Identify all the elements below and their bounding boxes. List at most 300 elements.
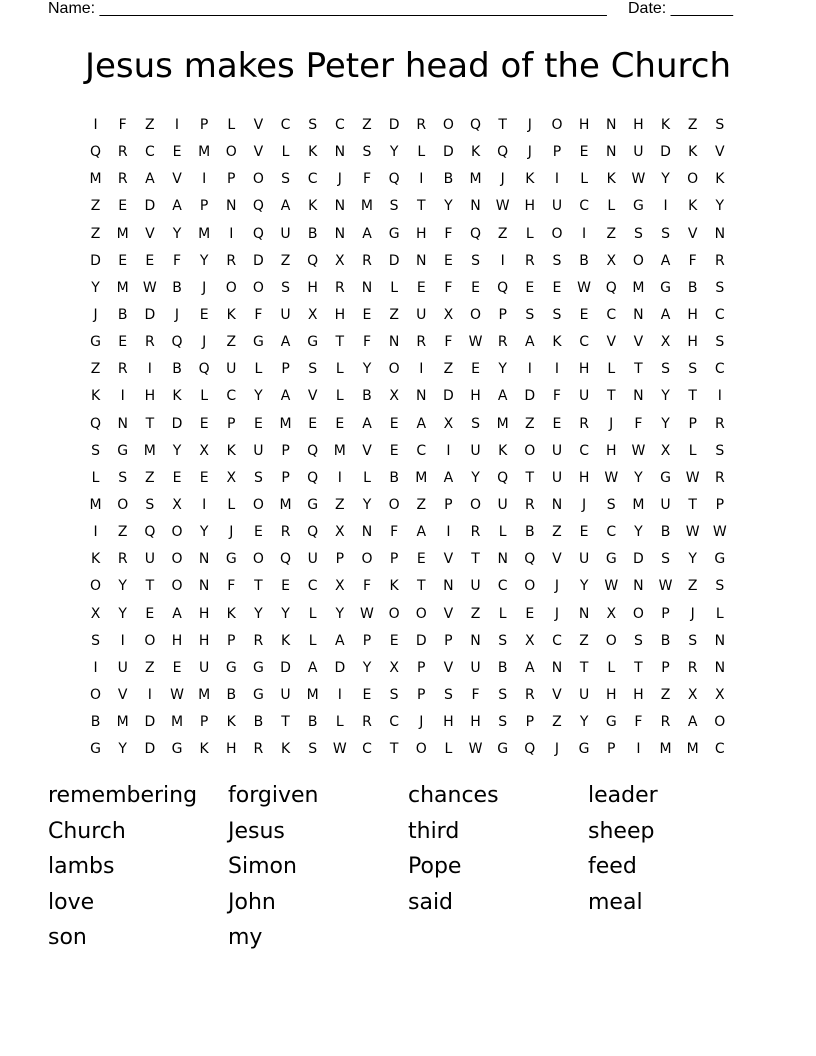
grid-letter: N [334, 225, 346, 242]
grid-letter: T [416, 578, 426, 595]
grid-letter: X [307, 307, 318, 324]
grid-letter: K [470, 144, 481, 161]
grid-letter: Z [606, 225, 617, 242]
word-list-item: remembering [48, 783, 198, 808]
grid-letter: H [307, 279, 318, 296]
word-list-item: Pope [408, 854, 462, 879]
grid-letter: T [389, 741, 399, 758]
grid-letter: Y [362, 361, 372, 378]
grid-letter: F [362, 171, 371, 188]
grid-letter: O [632, 252, 644, 269]
grid-letter: S [715, 117, 725, 134]
grid-letter: H [687, 307, 698, 324]
grid-letter: O [90, 578, 102, 595]
grid-letter: M [279, 497, 292, 514]
grid-letter: P [227, 171, 236, 188]
grid-letter: Y [634, 524, 643, 541]
grid-letter: U [660, 497, 671, 514]
grid-letter: Z [552, 524, 562, 541]
grid-letter: S [715, 334, 725, 351]
grid-letter: W [631, 442, 646, 459]
grid-letter: P [389, 551, 399, 568]
grid-letter: J [229, 524, 234, 541]
grid-letter: N [198, 578, 210, 595]
grid-letter: Q [280, 551, 292, 568]
grid-letter: M [198, 144, 211, 161]
grid-letter: Q [144, 524, 156, 541]
grid-letter: K [389, 578, 399, 595]
grid-letter: C [389, 714, 399, 731]
grid-letter: Y [281, 605, 290, 622]
grid-letter: O [361, 551, 373, 568]
grid-letter: G [632, 198, 644, 215]
grid-letter: U [551, 198, 563, 215]
grid-letter: E [416, 551, 426, 568]
grid-letter: B [226, 687, 237, 704]
grid-letter: K [308, 198, 318, 215]
grid-letter: J [527, 117, 532, 134]
word-list-item: Church [48, 818, 126, 844]
grid-letter: Q [252, 225, 264, 242]
grid-letter: I [147, 361, 152, 378]
grid-letter: F [471, 687, 480, 704]
grid-letter: M [279, 415, 292, 432]
grid-letter: P [227, 632, 236, 649]
grid-letter: R [524, 687, 535, 704]
grid-letter: W [468, 741, 483, 758]
grid-letter: H [443, 714, 454, 731]
grid-letter: L [715, 605, 724, 622]
grid-letter: J [527, 144, 532, 161]
grid-letter: G [171, 741, 183, 758]
grid-letter: A [416, 415, 427, 432]
grid-letter: E [145, 252, 155, 269]
grid-letter: N [198, 551, 210, 568]
grid-letter: C [497, 578, 508, 595]
grid-letter: Z [416, 497, 427, 514]
grid-letter: D [632, 551, 644, 568]
grid-letter: K [226, 442, 236, 459]
grid-letter: S [552, 307, 562, 324]
grid-letter: Q [605, 279, 617, 296]
grid-letter: S [688, 361, 698, 378]
grid-letter: O [252, 279, 264, 296]
grid-letter: Z [660, 687, 671, 704]
grid-letter: P [607, 741, 616, 758]
grid-letter: N [361, 279, 373, 296]
grid-letter: U [470, 442, 481, 459]
grid-letter: L [607, 659, 616, 676]
grid-letter: L [91, 469, 100, 486]
grid-letter: A [145, 171, 155, 188]
grid-letter: E [552, 415, 562, 432]
grid-letter: T [606, 388, 616, 405]
grid-letter: F [552, 388, 561, 405]
grid-letter: U [470, 578, 481, 595]
grid-letter: H [226, 741, 237, 758]
grid-letter: N [443, 578, 454, 595]
grid-letter: I [120, 632, 125, 649]
grid-letter: C [579, 198, 589, 215]
grid-letter: D [280, 659, 291, 676]
grid-letter: V [307, 388, 318, 405]
grid-row [82, 193, 734, 220]
grid-letter: H [633, 117, 644, 134]
grid-letter: D [388, 117, 400, 134]
grid-letter: Q [307, 442, 319, 459]
grid-letter: M [632, 497, 645, 514]
grid-letter: H [633, 687, 644, 704]
word-list-item: love [48, 889, 95, 915]
grid-letter: G [90, 334, 101, 351]
grid-letter: P [281, 442, 290, 459]
grid-letter: S [715, 279, 725, 296]
grid-letter: J [554, 741, 560, 758]
grid-letter: G [90, 741, 101, 758]
grid-letter: E [471, 361, 480, 378]
grid-letter: Y [199, 524, 209, 541]
grid-letter: S [118, 469, 128, 486]
grid-letter: G [307, 497, 319, 514]
grid-row [82, 492, 734, 519]
grid-letter: Z [687, 117, 698, 134]
grid-letter: I [663, 198, 668, 215]
grid-letter: K [280, 632, 291, 649]
grid-letter: Q [171, 334, 183, 351]
grid-letter: Q [307, 469, 319, 486]
grid-letter: K [226, 605, 236, 622]
grid-letter: F [444, 334, 453, 351]
grid-letter: J [93, 307, 98, 324]
grid-letter: C [416, 442, 427, 459]
grid-letter: V [145, 225, 155, 242]
grid-letter: D [388, 252, 400, 269]
grid-row [82, 221, 734, 248]
grid-letter: E [172, 659, 182, 676]
grid-letter: B [389, 469, 399, 486]
grid-letter: M [143, 442, 156, 459]
grid-letter: A [687, 714, 698, 731]
grid-letter: T [254, 578, 263, 595]
grid-letter: F [227, 578, 236, 595]
grid-letter: M [360, 198, 374, 215]
grid-letter: O [415, 605, 427, 622]
grid-row [82, 736, 734, 763]
grid-letter: R [362, 252, 372, 269]
grid-letter: S [633, 225, 643, 242]
grid-letter: H [578, 117, 590, 134]
grid-letter: E [552, 279, 562, 296]
grid-letter: U [497, 497, 508, 514]
grid-letter: L [525, 225, 534, 242]
grid-letter: U [551, 442, 563, 459]
grid-letter: M [116, 279, 129, 296]
grid-row [82, 383, 734, 410]
grid-letter: E [118, 334, 128, 351]
grid-letter: S [91, 442, 101, 459]
grid-letter: P [661, 605, 670, 622]
grid-letter: O [252, 171, 264, 188]
grid-letter: Y [634, 469, 643, 486]
grid-letter: E [118, 252, 128, 269]
grid-letter: I [554, 361, 560, 378]
grid-letter: H [687, 334, 698, 351]
grid-letter: K [90, 551, 101, 568]
grid-letter: C [144, 144, 155, 161]
grid-letter: R [117, 361, 128, 378]
grid-letter: S [525, 307, 535, 324]
grid-letter: C [714, 741, 725, 758]
grid-letter: L [254, 361, 263, 378]
grid-row [82, 682, 734, 709]
grid-letter: N [714, 632, 726, 649]
grid-letter: Z [117, 524, 128, 541]
grid-letter: O [252, 551, 264, 568]
grid-letter: S [498, 632, 508, 649]
grid-letter: J [419, 714, 424, 731]
grid-letter: M [496, 415, 509, 432]
grid-letter: G [252, 687, 264, 704]
grid-letter: E [172, 144, 182, 161]
grid-letter: E [579, 524, 589, 541]
grid-letter: N [416, 252, 427, 269]
grid-letter: T [471, 551, 480, 568]
grid-letter: P [688, 415, 697, 432]
grid-letter: R [687, 659, 698, 676]
grid-letter: Z [90, 361, 101, 378]
grid-letter: R [416, 117, 427, 134]
grid-letter: Y [579, 714, 589, 731]
grid-letter: E [579, 144, 589, 161]
word-list-item: Jesus [228, 818, 285, 844]
grid-letter: N [416, 388, 427, 405]
grid-letter: F [444, 279, 453, 296]
grid-letter: M [198, 225, 211, 242]
grid-letter: E [389, 442, 399, 459]
grid-letter: Z [470, 605, 481, 622]
grid-letter: Y [199, 252, 209, 269]
grid-letter: U [578, 687, 590, 704]
grid-letter: K [552, 334, 562, 351]
grid-letter: Q [524, 551, 536, 568]
grid-letter: J [690, 605, 695, 622]
grid-letter: N [551, 659, 563, 676]
grid-letter: X [226, 469, 237, 486]
grid-letter: Y [362, 497, 372, 514]
grid-letter: K [308, 144, 318, 161]
grid-letter: I [93, 659, 98, 676]
grid-letter: S [145, 497, 155, 514]
grid-letter: U [199, 659, 210, 676]
grid-letter: R [253, 741, 264, 758]
grid-letter: G [497, 741, 509, 758]
grid-letter: X [660, 334, 671, 351]
grid-letter: R [334, 279, 345, 296]
grid-letter: N [117, 415, 128, 432]
grid-letter: K [226, 714, 236, 731]
grid-letter: V [606, 334, 617, 351]
grid-letter: Z [497, 225, 508, 242]
grid-letter: T [416, 198, 426, 215]
grid-letter: L [281, 144, 290, 161]
grid-letter: T [579, 659, 589, 676]
grid-letter: T [281, 714, 290, 731]
grid-letter: D [415, 632, 427, 649]
grid-letter: H [605, 442, 617, 459]
grid-letter: C [307, 171, 318, 188]
grid-letter: M [170, 714, 184, 731]
grid-letter: Y [579, 578, 589, 595]
grid-letter: Q [90, 415, 102, 432]
grid-letter: W [495, 198, 510, 215]
grid-letter: V [253, 144, 264, 161]
grid-letter: V [552, 687, 562, 704]
grid-letter: B [660, 524, 671, 541]
grid-letter: H [578, 469, 590, 486]
grid-letter: E [389, 415, 399, 432]
grid-letter: X [335, 252, 345, 269]
word-list-item: meal [588, 889, 643, 915]
grid-letter: K [688, 144, 698, 161]
grid-letter: V [443, 659, 454, 676]
header [48, 0, 748, 20]
grid-letter: J [582, 497, 587, 514]
grid-letter: L [390, 279, 399, 296]
grid-letter: S [498, 714, 508, 731]
grid-letter: B [579, 252, 589, 269]
grid-letter: Z [362, 117, 372, 134]
grid-letter: X [443, 307, 454, 324]
grid-letter: S [253, 469, 263, 486]
grid-letter: V [172, 171, 182, 188]
grid-letter: S [633, 632, 643, 649]
grid-letter: G [605, 714, 617, 731]
grid-letter: H [470, 388, 481, 405]
word-list-item: John [228, 889, 276, 915]
grid-letter: Q [524, 741, 536, 758]
grid-letter: C [307, 578, 318, 595]
grid-letter: B [172, 279, 182, 296]
grid-letter: D [171, 415, 183, 432]
grid-letter: A [660, 252, 671, 269]
grid-letter: W [685, 469, 700, 486]
grid-letter: O [144, 632, 156, 649]
grid-letter: T [498, 117, 507, 134]
grid-letter: N [606, 144, 617, 161]
grid-letter: C [579, 334, 589, 351]
grid-letter: E [579, 307, 589, 324]
grid-letter: O [117, 497, 129, 514]
grid-letter: S [688, 632, 698, 649]
grid-letter: Z [90, 225, 101, 242]
grid-letter: E [525, 279, 535, 296]
grid-letter: E [362, 307, 372, 324]
grid-letter: I [93, 117, 98, 134]
grid-letter: E [389, 632, 399, 649]
grid-letter: P [498, 307, 507, 324]
grid-letter: O [442, 117, 454, 134]
grid-letter: I [337, 469, 342, 486]
grid-letter: M [306, 687, 319, 704]
grid-letter: A [660, 307, 671, 324]
grid-letter: P [227, 415, 236, 432]
grid-letter: M [89, 171, 102, 188]
grid-letter: S [308, 741, 318, 758]
grid-letter: C [552, 632, 562, 649]
grid-letter: Y [471, 469, 480, 486]
grid-letter: D [144, 198, 156, 215]
grid-letter: U [307, 551, 318, 568]
grid-letter: M [333, 442, 346, 459]
grid-letter: Z [552, 714, 562, 731]
grid-letter: T [335, 334, 345, 351]
grid-letter: J [554, 605, 560, 622]
grid-letter: W [170, 687, 184, 704]
grid-letter: U [144, 551, 155, 568]
grid-letter: O [470, 307, 482, 324]
grid-letter: U [578, 551, 590, 568]
grid-letter: U [578, 388, 590, 405]
grid-letter: J [202, 279, 207, 296]
grid-row [82, 546, 734, 573]
grid-letter: G [714, 551, 726, 568]
grid-row [82, 465, 734, 492]
grid-letter: Y [688, 551, 697, 568]
grid-letter: Q [307, 252, 319, 269]
grid-letter: W [577, 279, 592, 296]
grid-letter: M [632, 279, 645, 296]
grid-letter: Y [118, 741, 127, 758]
grid-letter: L [498, 524, 507, 541]
grid-letter: N [470, 632, 481, 649]
grid-letter: U [117, 659, 128, 676]
grid-letter: L [688, 442, 697, 459]
grid-letter: W [468, 334, 483, 351]
grid-letter: R [280, 524, 291, 541]
grid-letter: D [144, 741, 156, 758]
grid-letter: N [361, 524, 373, 541]
grid-letter: Y [661, 415, 670, 432]
grid-letter: I [93, 524, 98, 541]
grid-letter: X [389, 388, 399, 405]
grid-letter: N [714, 225, 726, 242]
grid-letter: I [174, 117, 180, 134]
grid-letter: K [172, 388, 182, 405]
grid-row [82, 411, 734, 438]
grid-letter: K [226, 307, 236, 324]
grid-letter: D [334, 659, 346, 676]
grid-letter: L [417, 144, 426, 161]
grid-letter: J [554, 578, 560, 595]
grid-letter: N [388, 334, 400, 351]
grid-letter: R [117, 171, 128, 188]
grid-letter: S [362, 144, 372, 161]
grid-letter: N [714, 659, 726, 676]
grid-letter: R [117, 551, 128, 568]
grid-letter: W [712, 524, 727, 541]
grid-letter: C [362, 741, 372, 758]
grid-letter: F [634, 415, 643, 432]
grid-letter: S [443, 687, 453, 704]
grid-letter: K [90, 388, 101, 405]
grid-letter: Z [280, 252, 291, 269]
grid-letter: X [687, 687, 698, 704]
grid-letter: O [687, 171, 699, 188]
grid-letter: G [660, 279, 671, 296]
grid-row [82, 139, 734, 166]
grid-letter: M [469, 171, 482, 188]
grid-letter: W [604, 578, 619, 595]
